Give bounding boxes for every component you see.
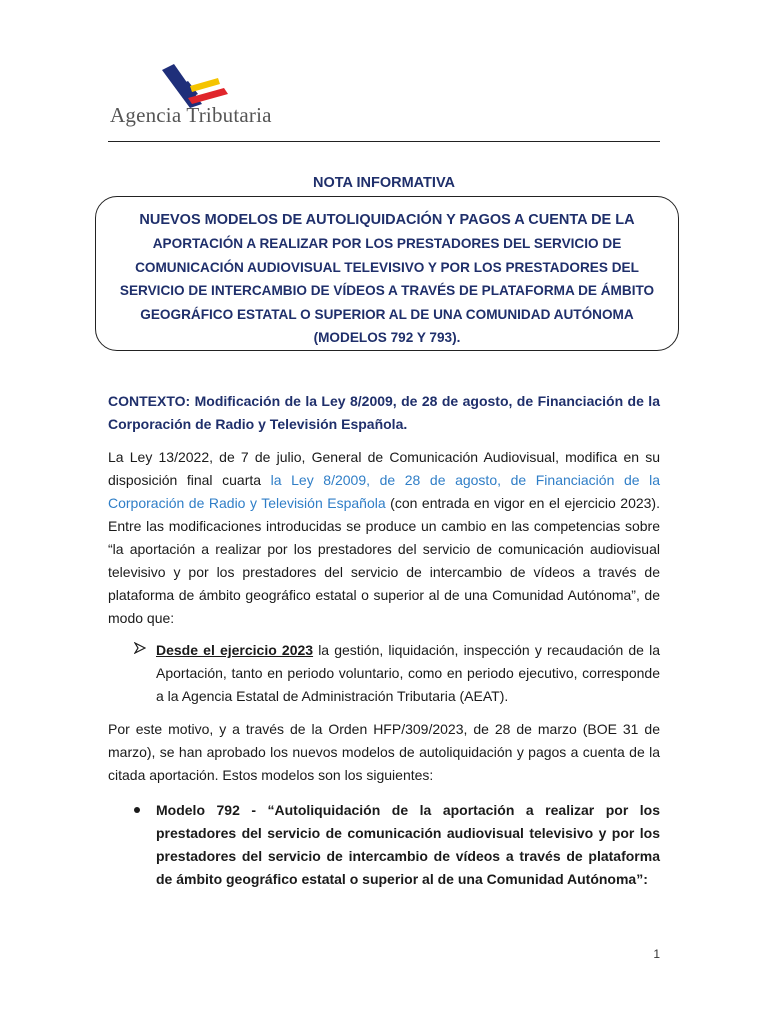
arrow-bullet-icon xyxy=(134,642,146,654)
title-continuation: APORTACIÓN A REALIZAR POR LOS PRESTADORES DEL SERVICIO DE COMUNICACIÓN AUDIOVISUAL TELEVISIVO Y POR LOS PRESTADORES DEL SERVICIO DE INTERCAMBIO DE VÍDEOS A TRAVÉS DE PLATAFORMA DE ÁMBITO GEOGRÁFICO ESTATAL O SUPERIOR AL DE UNA COMUNIDAD AUTÓNOMA (MODELOS 792 Y 793). xyxy=(119,236,655,346)
arrow-item-lead: Desde el ejercicio 2023 xyxy=(156,642,314,658)
agencia-tributaria-logo xyxy=(152,64,232,108)
bullet-dot-icon xyxy=(134,807,140,813)
header-divider xyxy=(108,141,660,142)
arrow-item-body: la gestión, liquidación, inspección y recaudación de la Aportación, tanto en periodo voluntario, como en periodo ejecutivo, corresponde a la Agencia Estatal de Administración Tributaria (AEAT). xyxy=(156,642,660,704)
law-link[interactable]: la Ley 8/2009, de 28 de agosto, de Financiación de la Corporación de Radio y Televisión Española xyxy=(108,472,661,511)
page-number: 1 xyxy=(653,947,660,961)
arrow-item-text xyxy=(156,639,660,708)
paragraph-intro-continuation: (con entrada en vigor en el ejercicio 2023). Entre las modificaciones introducidas se produce un cambio en las competencias sobre “la aportación a realizar por los prestadores del servicio de comunicación audiovisual televisivo y por los prestadores del servicio de intercambio de vídeos a través de plataforma de ámbito geográfico estatal o superior al de una Comunidad Autónoma”, de modo que: xyxy=(108,495,660,626)
document-title-box xyxy=(95,196,679,351)
modelo-792-text: Modelo 792 - “Autoliquidación de la aportación a realizar por los prestadores del servicio de comunicación audiovisual televisivo y por los prestadores del servicio de intercambio de vídeos a través de plataforma de ámbito geográfico estatal o superior al de una Comunidad Autónoma”: xyxy=(156,802,660,887)
paragraph-intro xyxy=(108,446,660,630)
paragraph-intro-text: La Ley 13/2022, de 7 de julio, General de Comunicación Audiovisual, modifica en su disposición final cuarta xyxy=(108,449,660,488)
agency-name: Agencia Tributaria xyxy=(110,103,272,127)
paragraph-models: Por este motivo, y a través de la Orden HFP/309/2023, de 28 de marzo (BOE 31 de marzo), se han aprobado los nuevos modelos de autoliquidación y pagos a cuenta de la citada aportación. Estos modelos son los siguientes: xyxy=(108,721,660,783)
nota-title: NOTA INFORMATIVA xyxy=(312,175,456,191)
title-line-1: NUEVOS MODELOS DE AUTOLIQUIDACIÓN Y PAGOS A CUENTA DE LA xyxy=(139,212,635,228)
context-heading: CONTEXTO: Modificación de la Ley 8/2009, de 28 de agosto, de Financiación de la Corporación de Radio y Televisión Española. xyxy=(108,393,660,432)
